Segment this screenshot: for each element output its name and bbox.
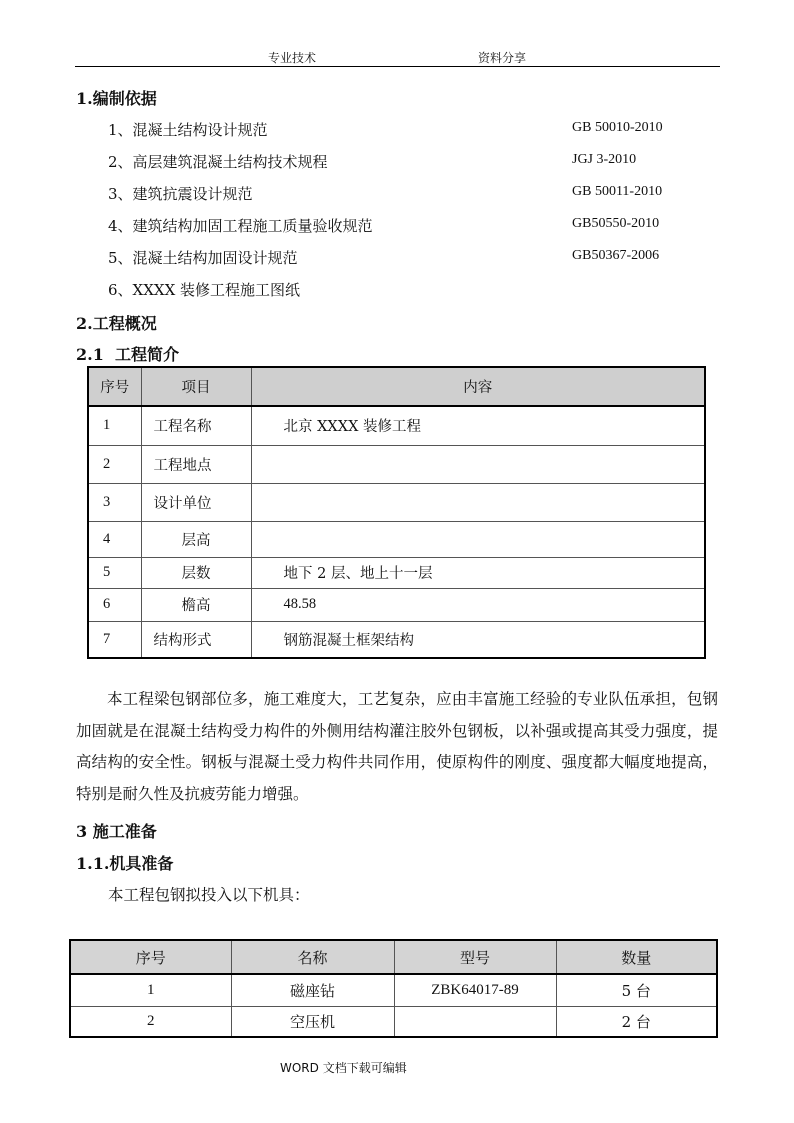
table-row (88, 483, 705, 521)
project-info-table (87, 366, 706, 659)
cell-index: 2 (88, 445, 141, 483)
cell-model: ZBK64017-89 (394, 974, 556, 1006)
cell-content: 48.58 (251, 588, 705, 621)
ref-name-1: 1、混凝土结构设计规范 (108, 121, 268, 139)
table-row (70, 974, 717, 1006)
table-row (88, 521, 705, 557)
cell-item: 工程地点 (141, 445, 251, 483)
cell-item: 檐高 (141, 588, 251, 621)
col-header-content: 内容 (251, 367, 705, 406)
cell-name: 磁座钻 (231, 974, 394, 1006)
col-header-index: 序号 (70, 940, 231, 974)
equipment-table (69, 939, 718, 1038)
ref-code-4: GB50550-2010 (572, 216, 660, 231)
header-left: 专业技术 (268, 51, 317, 65)
table-row (88, 557, 705, 588)
ref-name-6: 6、XXXX 装修工程施工图纸 (108, 281, 301, 299)
section2-subtitle: 2.1 工程简介 (76, 345, 179, 364)
cell-content (251, 521, 705, 557)
cell-item: 工程名称 (141, 406, 251, 445)
cell-content: 地下 2 层、地上十一层 (251, 557, 705, 588)
cell-quantity: 5 台 (556, 974, 717, 1006)
ref-name-5: 5、混凝土结构加固设计规范 (108, 249, 298, 267)
table-row (88, 621, 705, 658)
cell-index: 2 (70, 1006, 231, 1037)
cell-model (394, 1006, 556, 1037)
cell-index: 1 (70, 974, 231, 1006)
footer-text: WORD 文档下载可编辑 (280, 1061, 407, 1075)
cell-item: 结构形式 (141, 621, 251, 658)
cell-index: 7 (88, 621, 141, 658)
cell-index: 5 (88, 557, 141, 588)
cell-content (251, 483, 705, 521)
cell-index: 4 (88, 521, 141, 557)
header-rule (75, 66, 720, 67)
table-row (88, 588, 705, 621)
ref-name-4: 4、建筑结构加固工程施工质量验收规范 (108, 217, 373, 235)
cell-content: 钢筋混凝土框架结构 (251, 621, 705, 658)
section2-title: 2.工程概况 (76, 314, 157, 333)
cell-item: 层数 (141, 557, 251, 588)
cell-name: 空压机 (231, 1006, 394, 1037)
ref-code-2: JGJ 3-2010 (572, 152, 637, 167)
ref-name-2: 2、高层建筑混凝土结构技术规程 (108, 153, 328, 171)
table-header-row (88, 367, 705, 406)
cell-content (251, 445, 705, 483)
section3-subtitle: 1.1.机具准备 (76, 854, 174, 873)
cell-index: 6 (88, 588, 141, 621)
ref-name-3: 3、建筑抗震设计规范 (108, 185, 253, 203)
col-header-name: 名称 (231, 940, 394, 974)
col-header-item: 项目 (141, 367, 251, 406)
table-header-row (70, 940, 717, 974)
section1-title: 1.编制依据 (76, 89, 157, 108)
cell-index: 1 (88, 406, 141, 445)
col-header-model: 型号 (394, 940, 556, 974)
ref-code-5: GB50367-2006 (572, 248, 660, 263)
table-row (70, 1006, 717, 1037)
header-right: 资料分享 (478, 51, 527, 65)
section3-title: 3 施工准备 (76, 822, 157, 841)
cell-item: 层高 (141, 521, 251, 557)
col-header-quantity: 数量 (556, 940, 717, 974)
section3-intro: 本工程包钢拟投入以下机具： (108, 886, 310, 904)
cell-content: 北京 XXXX 装修工程 (251, 406, 705, 445)
cell-index: 3 (88, 483, 141, 521)
description-paragraph: 本工程梁包钢部位多，施工难度大，工艺复杂，应由丰富施工经验的专业队伍承担，包钢加固就是在混凝土结构受力构件的外侧用结构灌注胶外包钢板，以补强或提高其受力强度，提高结构的安全性。钢板与混凝土受力构件共同作用，使原构件的刚度、强度都大幅度地提高，特别是耐久性及抗疲劳能力增强。 (76, 690, 718, 803)
col-header-index: 序号 (88, 367, 141, 406)
table-row (88, 445, 705, 483)
ref-code-3: GB 50011-2010 (572, 184, 663, 199)
cell-item: 设计单位 (141, 483, 251, 521)
table-row (88, 406, 705, 445)
cell-quantity: 2 台 (556, 1006, 717, 1037)
ref-code-1: GB 50010-2010 (572, 120, 663, 135)
